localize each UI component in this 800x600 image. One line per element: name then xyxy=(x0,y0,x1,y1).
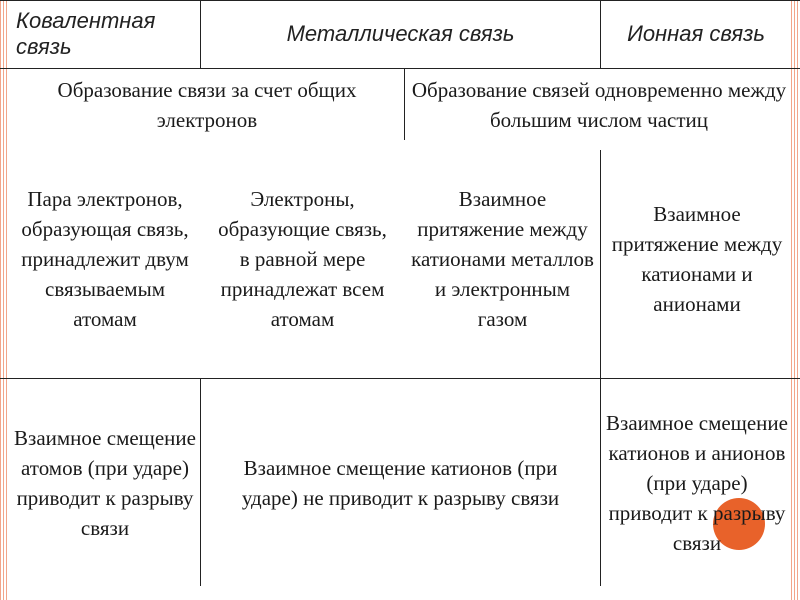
row2-metallic-electrons: Электроны, образующие связь, в равной мере принадлежат всем атомам xyxy=(218,187,387,331)
left-stripe-decoration xyxy=(0,0,9,600)
row2-covalent: Пара электронов, образующая связь, принадлежит двум связываемым атомам xyxy=(21,187,189,331)
row3-divider xyxy=(0,378,800,379)
row1-many-particles: Образование связей одновременно между большим числом частиц xyxy=(411,78,787,132)
row3-metallic: Взаимное смещение катионов (при ударе) не приводит к разрыву связи xyxy=(241,456,560,510)
row3-covalent: Взаимное смещение атомов (при ударе) приводит к разрыву связи xyxy=(14,426,196,540)
header-ionic: Ионная связь xyxy=(627,21,765,46)
header-covalent: Ковалентная связь xyxy=(16,8,156,59)
header-metallic: Металлическая связь xyxy=(286,21,515,46)
table-border-top xyxy=(0,0,800,1)
header-divider xyxy=(0,68,800,69)
row1-common-electrons: Образование связи за счет общих электронов xyxy=(57,78,357,132)
row3-ionic: Взаимное смещение катионов и анионов (при ударе) приводит к разрыву связи xyxy=(606,411,788,555)
row2-metallic-attraction: Взаимное притяжение между катионами металлов и электронным газом xyxy=(411,187,594,331)
row2-ionic: Взаимное притяжение между катионами и анионами xyxy=(611,202,783,316)
